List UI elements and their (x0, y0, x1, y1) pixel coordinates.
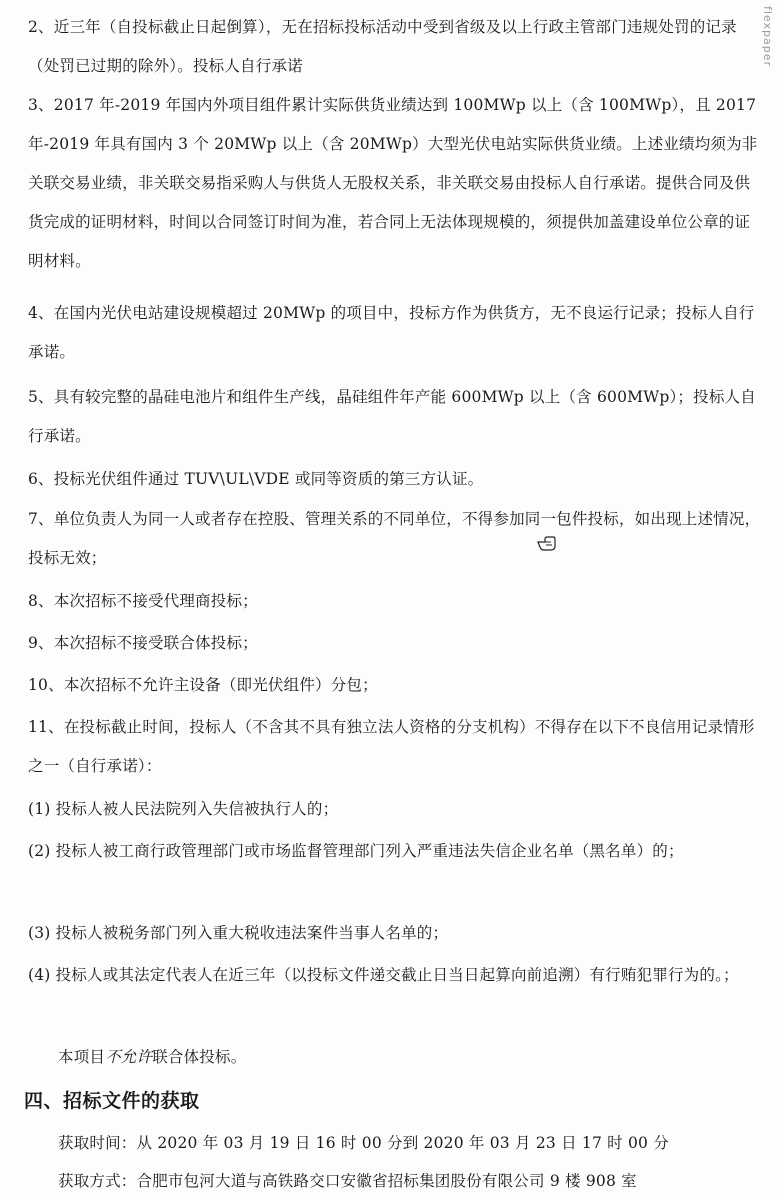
clause-10: 10、本次招标不允许主设备（即光伏组件）分包； (28, 676, 378, 694)
clause-9: 9、本次招标不接受联合体投标； (28, 634, 258, 652)
subclause-1: (1) 投标人被人民法院列入失信被执行人的； (28, 800, 339, 818)
subclause-2: (2) 投标人被工商行政管理部门或市场监督管理部门列入严重违法失信企业名单（黑名单）的； (28, 842, 684, 860)
consortium-suffix: 联合体投标。 (152, 1048, 247, 1066)
clause-2: 2、近三年（自投标截止日起倒算），无在招标投标活动中受到省级及以上行政主管部门违规处罚的记录（处罚已过期的除外）。投标人自行承诺 (28, 18, 737, 75)
clause-11: 11、在投标截止时间，投标人（不含其不具有独立法人资格的分支机构）不得存在以下不良信用记录情形之一（自行承诺）： (28, 718, 755, 775)
clause-6: 6、投标光伏组件通过 TUV\UL\VDE 或同等资质的第三方认证。 (28, 470, 484, 488)
subclause-3: (3) 投标人被税务部门列入重大税收违法案件当事人名单的； (28, 924, 449, 942)
consortium-note (58, 1038, 758, 1077)
acquisition-method: 获取方式：合肥市包河大道与高铁路交口安徽省招标集团股份有限公司 9 楼 908 室 (58, 1172, 637, 1190)
hand-cursor-icon (535, 532, 557, 554)
clause-7: 7、单位负责人为同一人或者存在控股、管理关系的不同单位，不得参加同一包件投标，如出现上述情况，投标无效； (28, 510, 761, 567)
consortium-prefix: 本项目 (58, 1048, 106, 1066)
acquisition-time: 获取时间：从 2020 年 03 月 19 日 16 时 00 分到 2020 年 03 月 23 日 17 时 00 分 (58, 1134, 669, 1152)
section-4-heading: 四、招标文件的获取 (24, 1090, 200, 1112)
clause-8: 8、本次招标不接受代理商投标； (28, 592, 258, 610)
watermark: flexpaper (761, 6, 774, 68)
clause-5: 5、具有较完整的晶硅电池片和组件生产线，晶硅组件年产能 600MWp 以上（含 600MWp）；投标人自行承诺。 (28, 388, 756, 445)
clause-4: 4、在国内光伏电站建设规模超过 20MWp 的项目中，投标方作为供货方，无不良运行记录；投标人自行承诺。 (28, 304, 755, 361)
clause-3: 3、2017 年-2019 年国内外项目组件累计实际供货业绩达到 100MWp 以上（含 100MWp），且 2017 年-2019 年具有国内 3 个 20MWp 以上（含 20MWp）大型光伏电站实际供货业绩。上述业绩均须为非关联交易业绩，非关联交易指采购人与供货人无股权关系，非关联交易由投标人自行承诺。提供合同及供货完成的证明材料，时间以合同签订时间为准，若合同上无法体现规模的，须提供加盖建设单位公章的证明材料。 (28, 96, 758, 270)
consortium-emphasis: 不允许 (105, 1048, 153, 1066)
subclause-4: (4) 投标人或其法定代表人在近三年（以投标文件递交截止日当日起算向前追溯）有行贿犯罪行为的。； (28, 966, 739, 984)
